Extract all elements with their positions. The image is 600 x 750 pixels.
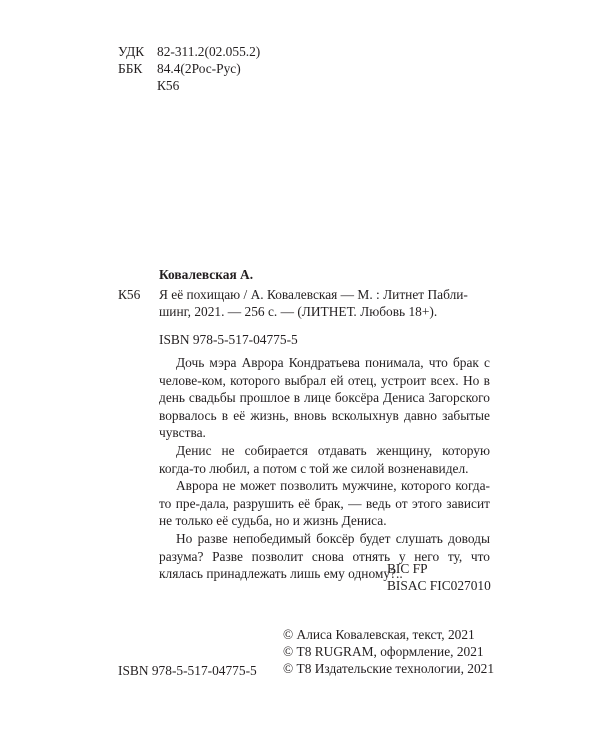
annotation	[159, 354, 490, 583]
author-mark: К56	[157, 78, 180, 93]
bbk-line	[118, 60, 260, 77]
catalog-entry	[118, 266, 490, 320]
bbk-value: 84.4(2Рос-Рус)	[157, 61, 241, 76]
author-mark-line	[118, 77, 260, 94]
catalog-author: Ковалевская А.	[159, 267, 254, 282]
catalog-code: К56	[118, 287, 141, 302]
udk-value: 82-311.2(02.055.2)	[157, 44, 261, 59]
bbk-label: ББК	[118, 61, 143, 76]
copyright-line-1: © Алиса Ковалевская, текст, 2021	[283, 627, 475, 642]
copyright-line-3: © Т8 Издательские технологии, 2021	[283, 661, 495, 676]
annotation-paragraph-4: Но разве непобедимый боксёр будет слушать доводы разума? Разве позволит снова отнять у него ту, что клялась принадлежать лишь ему одному?..	[159, 530, 490, 582]
bisac-code: BISAC FIC027010	[387, 578, 491, 593]
subject-codes	[387, 560, 491, 594]
annotation-paragraph-3: Аврора не может позволить мужчине, которого когда-то пре-дала, разрушить её брак, — ведь от этого зависит не только её судьба, но и жизнь Дениса.	[159, 478, 490, 529]
bic-code: BIC FP	[387, 561, 428, 576]
catalog-description-text1: Я её похищаю / А. Ковалевская — М. : Литнет Пабли-	[159, 287, 468, 302]
copyright-line-2: © Т8 RUGRAM, оформление, 2021	[283, 644, 484, 659]
catalog-description-line1	[118, 286, 490, 303]
annotation-paragraph-1: Дочь мэра Аврора Кондратьева понимала, что брак с челове-ком, которого выбрал ей отец, устроит всех. Но в день свадьбы прошлое в лице боксёра Дениса Загорского ворвалось в её жизнь, вновь всколыхнув давно забытые чувства.	[159, 355, 490, 441]
copyright-block	[283, 626, 494, 677]
classification-block	[118, 43, 260, 94]
annotation-paragraph-2: Денис не собирается отдавать женщину, которую когда-то любил, а потом с той же силой возненавидел.	[159, 442, 490, 476]
udk-line	[118, 43, 260, 60]
udk-label: УДК	[118, 44, 145, 59]
catalog-description-line2: шинг, 2021. — 256 с. — (ЛИТНЕТ. Любовь 18+).	[159, 304, 438, 319]
catalog-isbn: ISBN 978-5-517-04775-5	[159, 332, 298, 347]
isbn-bottom: ISBN 978-5-517-04775-5	[118, 663, 257, 678]
